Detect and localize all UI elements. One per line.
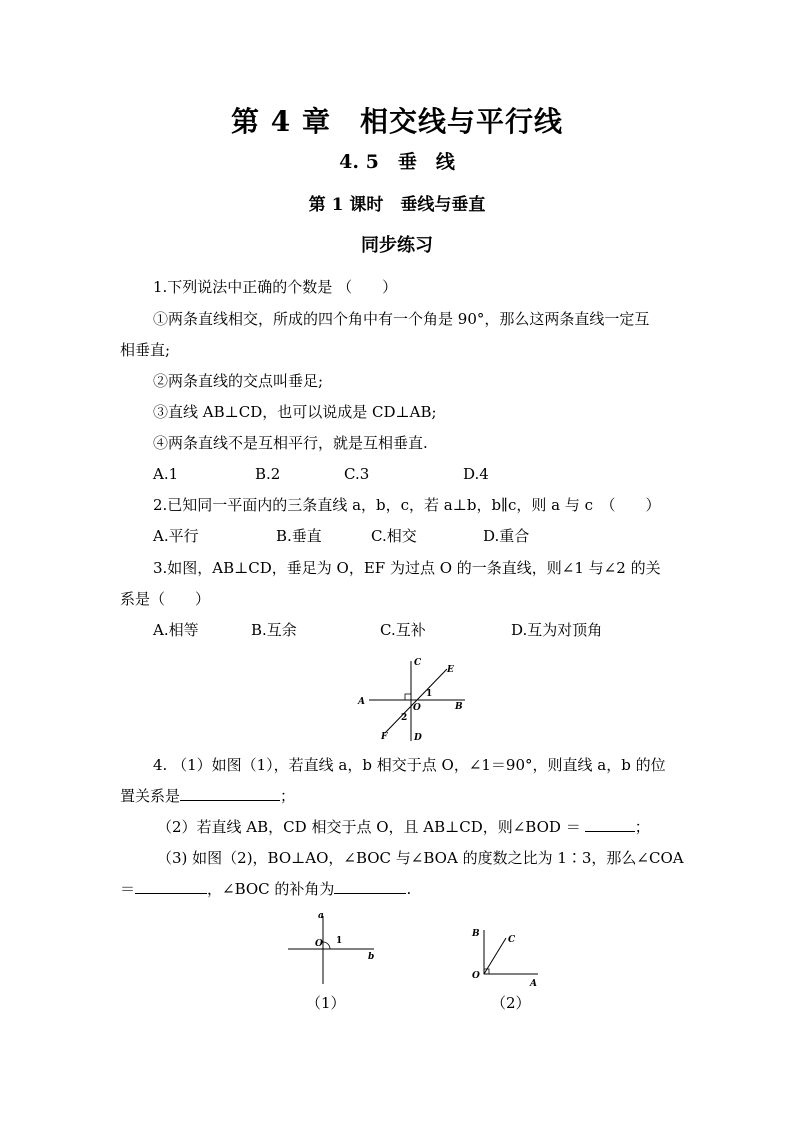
q4-part3-line1: （3) 如图（2)，BO⊥AO，∠BOC 与∠BOA 的度数之比为 1∶3，那么∠COA: [157, 849, 684, 867]
q1-stem: 1.下列说法中正确的个数是 （ ）: [153, 278, 398, 296]
q1-statement-3: ③直线 AB⊥CD，也可以说成是 CD⊥AB;: [153, 403, 437, 421]
angle-1-label: 1: [426, 689, 433, 699]
q3-figure: [355, 655, 475, 745]
q4-figure-1: [282, 908, 382, 988]
label-c: C: [414, 658, 422, 668]
q3-option-b: B.互余: [251, 621, 297, 639]
answer-blank-3[interactable]: [135, 879, 207, 894]
q4-figure-2: [466, 922, 556, 992]
line-oc: [484, 938, 506, 974]
q4-part2-line: [157, 817, 650, 837]
figure-1-caption: （1）: [306, 994, 346, 1012]
q2-option-b: B.垂直: [276, 527, 322, 545]
label-o: O: [472, 971, 480, 981]
q4-part3-end: .: [406, 880, 412, 898]
q3-stem-line2: 系是（ ）: [120, 590, 211, 608]
lesson-title: 第 1 课时 垂线与垂直: [308, 195, 486, 215]
q1-option-b: B.2: [255, 465, 281, 483]
q1-statement-1b: 相垂直;: [120, 341, 171, 359]
q2-option-c: C.相交: [371, 527, 417, 545]
section-title: 4. 5 垂 线: [339, 151, 455, 173]
q4-part1-end: ；: [280, 787, 296, 805]
angle-2-label: 2: [401, 713, 408, 723]
label-f: F: [381, 732, 388, 742]
q1-option-c: C.3: [344, 465, 370, 483]
q4-part1-text: 置关系是: [120, 787, 181, 805]
label-a: a: [318, 911, 324, 921]
q1-statement-4: ④两条直线不是互相平行，就是互相垂直.: [153, 434, 428, 452]
label-a: A: [358, 697, 365, 707]
chapter-title: 第 4 章 相交线与平行线: [231, 105, 563, 138]
angle-1-label: 1: [336, 936, 343, 946]
q4-part3-line2: [120, 879, 411, 899]
q1-option-d: D.4: [463, 465, 489, 483]
q2-option-d: D.重合: [483, 527, 530, 545]
q3-stem-line1: 3.如图，AB⊥CD，垂足为 O，EF 为过点 O 的一条直线，则∠1 与∠2 的关: [153, 559, 661, 577]
label-d: D: [414, 733, 422, 743]
label-c: C: [508, 935, 516, 945]
q1-statement-1a: ①两条直线相交，所成的四个角中有一个角是 90°，那么这两条直线一定互: [153, 310, 650, 328]
q3-option-a: A.相等: [153, 621, 199, 639]
line-ef: [385, 669, 447, 733]
answer-blank-4[interactable]: [334, 879, 406, 894]
label-o: O: [315, 939, 323, 949]
figure-2-caption: （2）: [491, 994, 531, 1012]
answer-blank-2[interactable]: [585, 817, 635, 832]
q2-stem: 2.已知同一平面内的三条直线 a，b，c，若 a⊥b，b∥c，则 a 与 c （ ）: [153, 496, 661, 514]
q4-part3-pre: ＝: [120, 880, 136, 898]
answer-blank-1[interactable]: [180, 786, 280, 801]
q4-part1-line1: 4. （1）如图（1），若直线 a，b 相交于点 O，∠1＝90°，则直线 a，b 的位: [153, 756, 666, 774]
label-a: A: [530, 979, 537, 989]
label-e: E: [447, 665, 454, 675]
q4-part1-line2: [120, 786, 295, 806]
q1-statement-2: ②两条直线的交点叫垂足;: [153, 372, 324, 390]
q4-part3-mid: ，∠BOC 的补角为: [207, 880, 335, 898]
label-b: B: [472, 929, 480, 939]
right-angle-mark: [405, 694, 411, 700]
q4-part2-text: （2）若直线 AB，CD 相交于点 O，且 AB⊥CD，则∠BOD ＝: [157, 818, 581, 836]
label-o: O: [413, 703, 421, 713]
q1-option-a: A.1: [153, 465, 179, 483]
q2-option-a: A.平行: [153, 527, 199, 545]
q4-part2-end: ；: [634, 818, 650, 836]
q3-option-c: C.互补: [380, 621, 426, 639]
angle-arc: [323, 942, 330, 949]
label-b: B: [455, 702, 463, 712]
q3-option-d: D.互为对顶角: [511, 621, 603, 639]
label-b: b: [368, 952, 375, 962]
practice-heading: 同步练习: [361, 235, 433, 256]
